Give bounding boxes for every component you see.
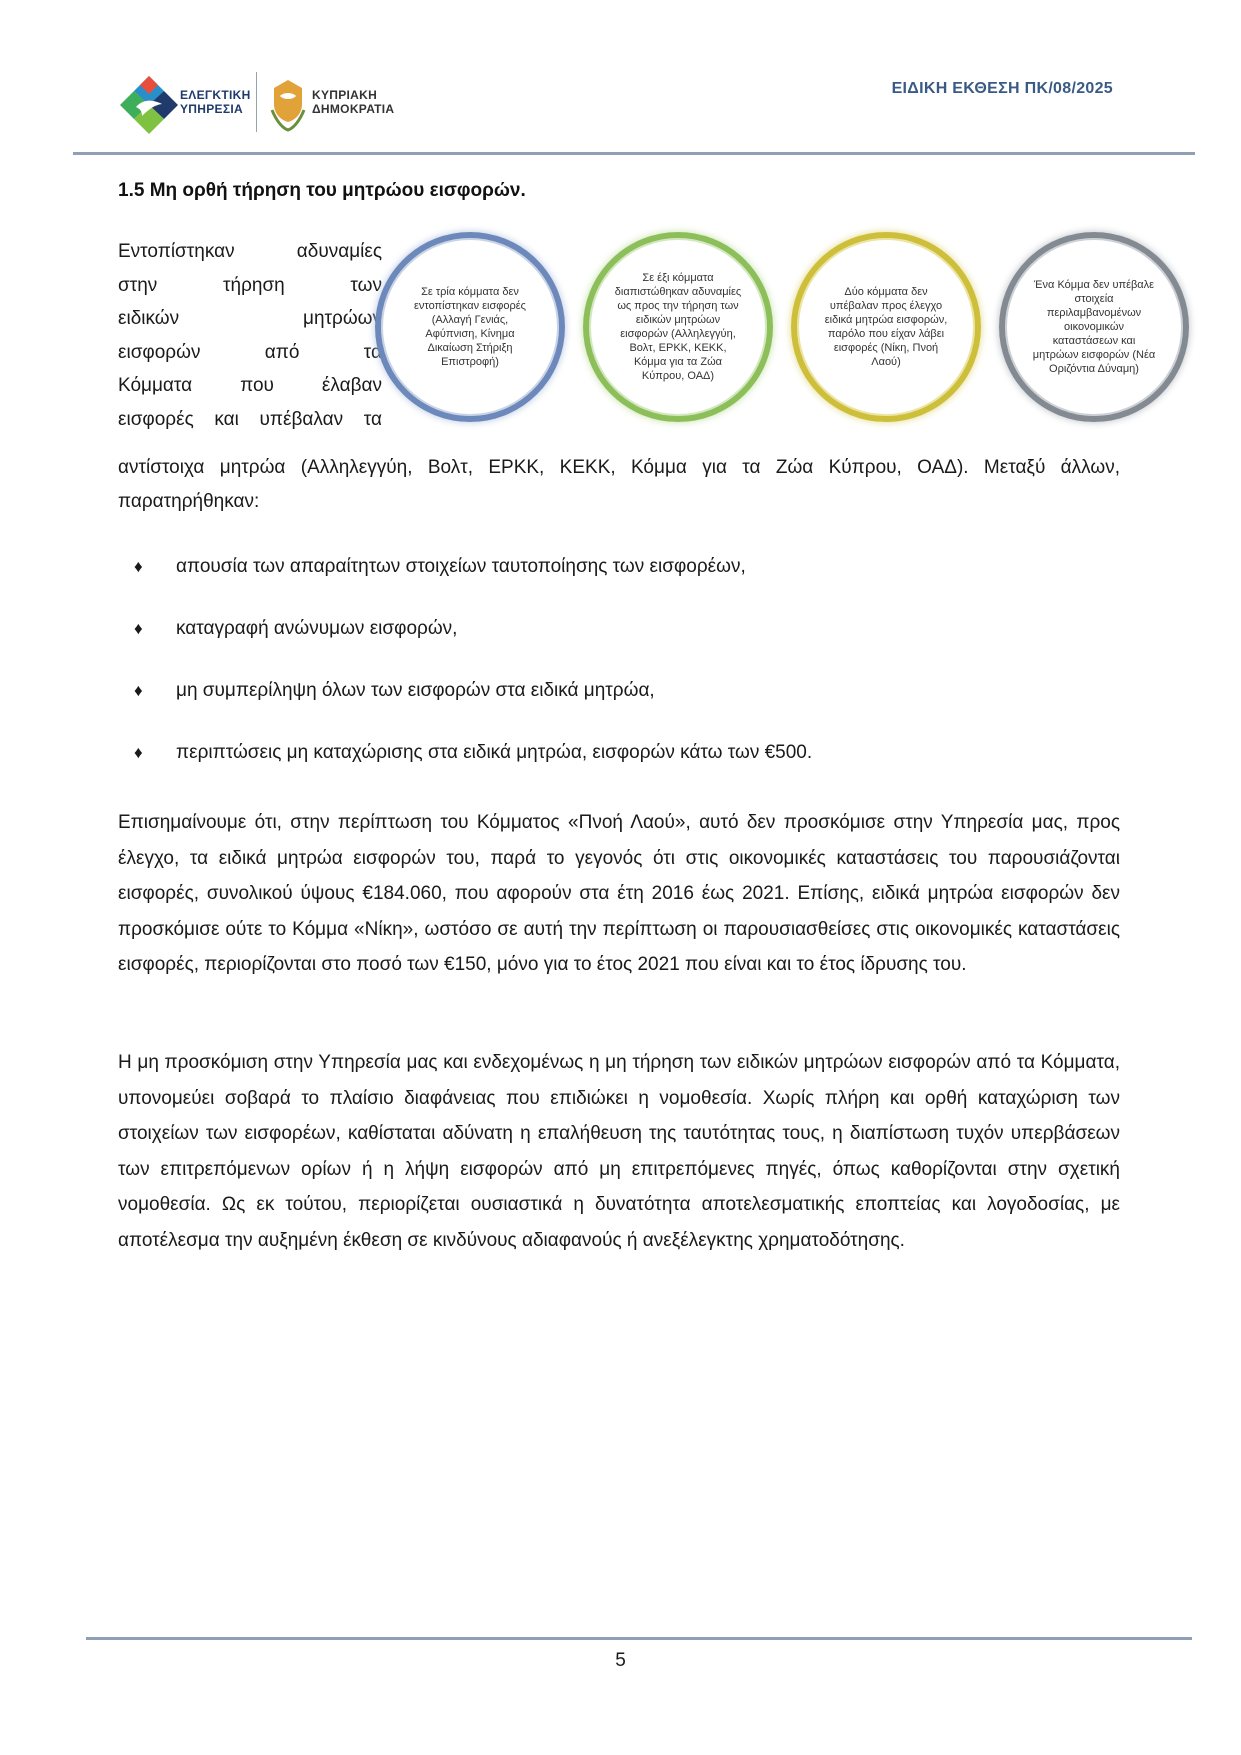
list-item-text: μη συμπερίληψη όλων των εισφορών στα ειδικά μητρώα, <box>176 680 655 701</box>
intro-line: Κόμματα που έλαβαν <box>118 375 382 396</box>
report-code: ΕΙΔΙΚΗ ΕΚΘΕΣΗ ΠΚ/08/2025 <box>891 80 1113 97</box>
page-header <box>0 0 1241 160</box>
finding-circle-register-weaknesses <box>583 232 773 422</box>
cyprus-emblem-logo <box>268 74 308 134</box>
diamond-bullet-icon: ♦ <box>134 557 143 576</box>
logo-divider <box>256 72 257 132</box>
findings-list <box>134 550 1114 798</box>
list-item-text: περιπτώσεις μη καταχώρισης στα ειδικά μητρώα, εισφορών κάτω των €500. <box>176 742 813 763</box>
party-findings-diagram <box>375 232 1185 442</box>
finding-circle-no-data-submitted <box>999 232 1189 422</box>
header-rule <box>73 152 1195 155</box>
list-item <box>134 736 1114 798</box>
intro-line: Εντοπίστηκαν αδυναμίες <box>118 241 382 262</box>
list-item-text: καταγραφή ανώνυμων εισφορών, <box>176 618 458 639</box>
finding-circle-registers-not-submitted <box>791 232 981 422</box>
intro-line: εισφορών από τα <box>118 341 382 363</box>
intro-continuation: αντίστοιχα μητρώα (Αλληλεγγύη, Βολτ, ΕΡΚΚ, ΚΕΚΚ, Κόμμα για τα Ζώα Κύπρου, ΟΑΔ). Μεταξύ άλλων, παρατηρήθηκαν: <box>118 457 1120 512</box>
footer-rule <box>86 1637 1192 1640</box>
page-number: 5 <box>615 1650 626 1671</box>
finding-text: Σε τρία κόμματα δεν εντοπίστηκαν εισφορές (Αλλαγή Γενιάς, Αφύπνιση, Κίνημα Δικαίωση Στήριξη Επιστροφή) <box>414 286 526 368</box>
list-item <box>134 612 1114 674</box>
audit-office-logo <box>118 74 180 136</box>
intro-line: στην τήρηση των <box>118 274 382 296</box>
intro-line: ειδικών μητρώων <box>118 308 382 329</box>
section-title: 1.5 Μη ορθή τήρηση του μητρώου εισφορών. <box>118 180 526 201</box>
cyprus-republic-name: ΚΥΠΡΙΑΚΗ ΔΗΜΟΚΡΑΤΙΑ <box>312 88 395 116</box>
finding-text: Ένα Κόμμα δεν υπέβαλε στοιχεία περιλαμβανομένων οικονομικών καταστάσεων και μητρώων εισφορών (Νέα Οριζόντια Δύναμη) <box>1032 279 1156 375</box>
list-item-text: απουσία των απαραίτητων στοιχείων ταυτοποίησης των εισφορέων, <box>176 556 746 577</box>
intro-line: εισφορές και υπέβαλαν τα <box>118 408 382 430</box>
paragraph-transparency: Η μη προσκόμιση στην Υπηρεσία μας και ενδεχομένως η μη τήρηση των ειδικών μητρώων εισφορών από τα Κόμματα, υπονομεύει σοβαρά το πλαίσιο διαφάνειας που επιδιώκει η νομοθεσία. Χωρίς πλήρη και ορθή καταχώριση των στοιχείων των εισφορέων, καθίσταται αδύνατη η επαλήθευση της ταυτότητας τους, η διαπίστωση τυχόν υπερβάσεων των επιτρεπόμενων ορίων ή η λήψη εισφορών από μη επιτρεπόμενες πηγές, όπως καθορίζονται στην σχετική νομοθεσία. Ως εκ τούτου, περιορίζεται ουσιαστικά η δυνατότητα αποτελεσματικής εποπτείας και λογοδοσίας, με αποτέλεσμα την αυξημένη έκθεση σε κινδύνους αδιαφανούς ή ανεξέλεγκτης χρηματοδότησης. <box>118 1052 1120 1251</box>
finding-circle-no-contributions <box>375 232 565 422</box>
list-item <box>134 674 1114 736</box>
diamond-bullet-icon: ♦ <box>134 681 143 700</box>
diamond-bullet-icon: ♦ <box>134 619 143 638</box>
finding-text: Σε έξι κόμματα διαπιστώθηκαν αδυναμίες ως προς την τήρηση των ειδικών μητρώων εισφορών (Αλληλεγγύη, Βολτ, ΕΡΚΚ, ΚΕΚΚ, Κόμμα για τα Ζώα Κύπρου, ΟΑΔ) <box>614 272 742 382</box>
audit-office-name: ΕΛΕΓΚΤΙΚΗ ΥΠΗΡΕΣΙΑ <box>180 88 251 116</box>
diamond-bullet-icon: ♦ <box>134 743 143 762</box>
intro-text <box>118 235 382 436</box>
list-item <box>134 550 1114 612</box>
paragraph-pnoi-laou: Επισημαίνουμε ότι, στην περίπτωση του Κόμματος «Πνοή Λαού», αυτό δεν προσκόμισε στην Υπηρεσία μας, προς έλεγχο, τα ειδικά μητρώα εισφορών του, παρά το γεγονός ότι στις οικονομικές καταστάσεις του παρουσιάζονται εισφορές, συνολικού ύψους €184.060, που αφορούν στα έτη 2016 έως 2021. Επίσης, ειδικά μητρώα εισφορών δεν προσκόμισε ούτε το Κόμμα «Νίκη», ωστόσο σε αυτή την περίπτωση οι παρουσιασθείσες στις οικονομικές καταστάσεις εισφορές, περιορίζονται στο ποσό των €150, μόνο για το έτος 2021 που είναι και το έτος ίδρυσης του. <box>118 812 1120 975</box>
finding-text: Δύο κόμματα δεν υπέβαλαν προς έλεγχο ειδικά μητρώα εισφορών, παρόλο που είχαν λάβει εισφορές (Νίκη, Πνοή Λαού) <box>824 286 948 368</box>
